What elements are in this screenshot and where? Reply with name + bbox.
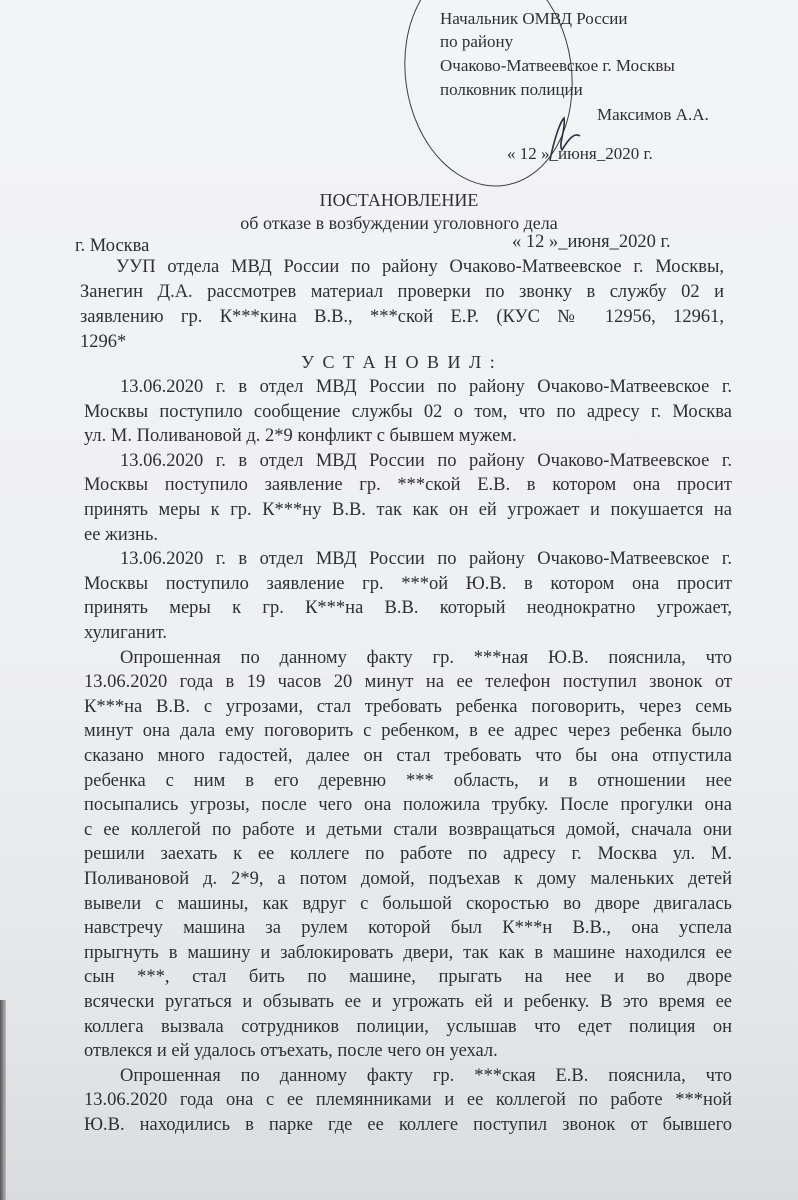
section-heading: У С Т А Н О В И Л : [301,352,497,372]
text-line: коллега вызвала сотрудников полиции, услышав что едет полиция он [84,1016,732,1037]
page-edge-shadow [0,1000,6,1200]
text-line: принять меры к гр. К***ну В.В. так как он ей угрожает и покушается на [84,500,732,520]
text-line: ул. М. Поливановой д. 2*9 конфликт с бывшем мужем. [84,426,517,447]
document-date: « 12 »_июня_2020 г. [512,232,671,252]
text-line: Москвы поступило заявление гр. ***ой Ю.В. в котором она просит [84,573,732,594]
text-line: Опрошенная по данному факту гр. ***ская Е.В. пояснила, что [120,1065,732,1086]
approval-date: « 12 »_июня_2020 г. [507,144,653,163]
text-line: ее жизнь. [84,524,158,545]
text-line: Занегин Д.А. рассмотрев материал проверки по звонку в службу 02 и [80,282,724,302]
approval-name: Максимов А.А. [597,105,709,124]
text-line: хулиганит. [84,623,168,643]
text-line: заявлению гр. К***кина В.В., ***ской Е.Р. (КУС № 12956, 12961, [80,307,724,327]
text-line: ребенка с ним в его деревню *** область, и в отношении нее [84,770,732,791]
document-city: г. Москва [75,236,150,256]
text-line: Поливановой д. 2*9, а потом домой, подъехав к дому маленьких детей [84,869,732,889]
text-line: 13.06.2020 г. в отдел МВД России по району Очаково-Матвеевское г. [120,450,732,471]
approval-line: полковник полиции [440,80,583,99]
text-line: с ее коллегой по работе и детьми стали возвращаться домой, сначала они [84,819,732,840]
text-line: Ю.В. находились в парке где ее коллеге поступил звонок от бывшего [84,1115,732,1135]
text-line: 1296* [80,332,127,352]
text-line: всячески ругаться и обзывать ее и угрожать ей и ребенку. В это время ее [84,992,732,1012]
text-line: вывели с машины, как вдруг с большой скоростью во дворе двигалась [84,893,732,914]
document-subtitle: об отказе в возбуждении уголовного дела [240,213,558,233]
approval-line: Очаково-Матвеевское г. Москвы [440,56,675,75]
text-line: навстречу машина за рулем которой был К***н В.В., она успела [84,918,732,939]
text-line: прыгнуть в машину и заблокировать двери, так как в машине находился ее [84,942,732,963]
text-line: К***на В.В. с угрозами, стал требовать ребенка поговорить, через семь [84,696,732,717]
text-line: 13.06.2020 г. в отдел МВД России по району Очаково-Матвеевское г. [120,377,732,397]
approval-line: по району [440,32,514,51]
text-line: решили заехать к ее коллеге по работе по адресу г. Москва ул. М. [84,844,732,865]
text-line: сын ***, стал бить по машине, прыгать на нее и во дворе [84,967,732,988]
document-title: ПОСТАНОВЛЕНИЕ [319,190,479,210]
text-line: посыпались угрозы, после чего она положила трубку. После прогулки она [84,795,732,816]
approval-line: Начальник ОМВД России [440,9,628,28]
text-line: Москвы поступило сообщение службы 02 о том, что по адресу г. Москва [84,401,732,422]
text-line: принять меры к гр. К***на В.В. который неоднократно угрожает, [84,598,732,619]
text-line: Москвы поступило заявление гр. ***ской Е.В. в котором она просит [84,475,732,496]
text-line: отвлекся и ей удалось отъехать, после чего он уехал. [84,1041,498,1062]
text-line: 13.06.2020 года в 19 часов 20 минут на ее телефон поступил звонок от [84,672,732,693]
text-line: 13.06.2020 года она с ее племянниками и ее коллегой по работе ***ной [84,1090,732,1111]
text-line: минут она дала ему поговорить с ребенком, в ее адрес через ребенка было [84,721,732,742]
text-line: сказано много гадостей, далее он стал требовать что бы она отпустила [84,746,732,766]
text-line: УУП отдела МВД России по району Очаково-Матвеевское г. Москвы, [116,257,724,277]
text-line: Опрошенная по данному факту гр. ***ная Ю.В. пояснила, что [120,647,732,668]
text-line: 13.06.2020 г. в отдел МВД России по району Очаково-Матвеевское г. [120,549,732,570]
